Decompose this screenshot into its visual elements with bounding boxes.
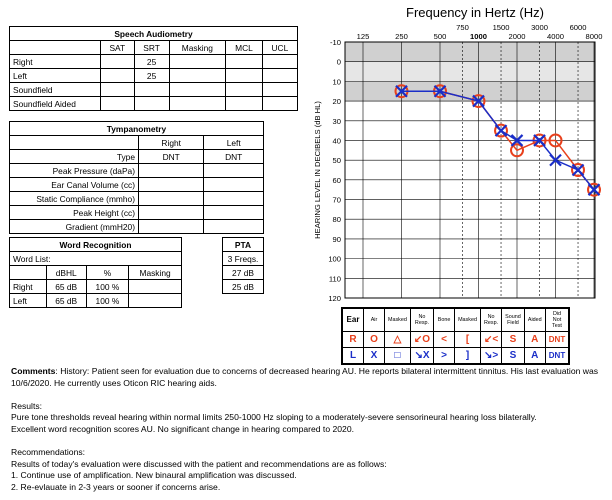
word-recognition-table	[9, 237, 182, 308]
comments-paragraph	[11, 366, 599, 389]
y-tick-label: 80	[332, 215, 341, 225]
column-header: SAT	[101, 41, 135, 55]
speech-audiometry-table	[9, 26, 298, 111]
row-label: Gradient (mmH20)	[10, 220, 139, 234]
column-header-row	[10, 41, 298, 55]
y-tick-label: 50	[332, 156, 341, 166]
table-cell: DNT	[204, 150, 264, 164]
table-cell: 65 dB	[46, 280, 86, 294]
legend-header: Ear	[342, 308, 364, 332]
table-cell	[139, 220, 204, 234]
chart-title: Frequency in Hertz (Hz)	[406, 5, 544, 20]
recommendations-line: Results of today's evaluation were discussed with the patient and recommendations are as follows:	[11, 458, 387, 469]
row-label: Ear Canal Volume (cc)	[10, 178, 139, 192]
table-cell	[262, 55, 297, 69]
pta-table	[222, 237, 264, 294]
legend-header: Bone	[434, 308, 455, 332]
pta-row	[223, 252, 264, 266]
legend-left-symbol: ]	[455, 348, 481, 365]
table-cell	[129, 294, 182, 308]
y-tick-label: 100	[328, 254, 341, 264]
pta-value: 27 dB	[223, 266, 264, 280]
column-header-row	[10, 266, 182, 280]
pta-row	[223, 280, 264, 294]
symbol-legend	[341, 307, 570, 365]
column-header: Right	[139, 136, 204, 150]
legend-right-symbol: [	[455, 332, 481, 348]
y-tick-label: 70	[332, 195, 341, 205]
table-cell: 25	[134, 55, 169, 69]
y-tick-label: 110	[328, 274, 341, 284]
comments-section	[11, 366, 599, 494]
table-cell: 65 dB	[46, 294, 86, 308]
row-label: Right	[10, 280, 47, 294]
x-tick-label: 8000	[585, 32, 603, 41]
row-label: Peak Pressure (daPa)	[10, 164, 139, 178]
x-tick-label: 1000	[470, 32, 487, 41]
table-cell	[226, 69, 263, 83]
results-line: Excellent word recognition scores AU. No significant change in hearing compared to 2020.	[11, 423, 354, 434]
x-tick-label: 500	[433, 32, 447, 41]
tympanometry-row	[10, 150, 264, 164]
recommendations-title: Recommendations:	[11, 447, 86, 458]
row-label: Peak Height (cc)	[10, 206, 139, 220]
tympanometry-row	[10, 206, 264, 220]
word-recognition-row	[10, 280, 182, 294]
legend-left-symbol: □	[385, 348, 411, 365]
legend-left-symbol: DNT	[545, 348, 569, 365]
legend-left-symbol: S	[502, 348, 525, 365]
legend-right-symbol: DNT	[545, 332, 569, 348]
table-cell	[262, 69, 297, 83]
legend-left-symbol: A	[524, 348, 545, 365]
x-tick-label: 2000	[508, 32, 526, 41]
legend-left-symbol: ↘>	[480, 348, 501, 365]
y-tick-label: 120	[328, 294, 341, 303]
legend-right-symbol: ↙<	[480, 332, 501, 348]
legend-header: Masked	[385, 308, 411, 332]
table-cell	[204, 220, 264, 234]
table-cell	[226, 83, 263, 97]
recommendations-line: 1. Continue use of amplification. New binaural amplification was discussed.	[11, 470, 297, 481]
row-label: Left	[10, 69, 101, 83]
audiogram-chart	[305, 0, 612, 305]
legend-right-symbol: <	[434, 332, 455, 348]
table-cell	[226, 55, 263, 69]
table-cell	[169, 69, 226, 83]
table-cell	[204, 178, 264, 192]
y-axis-label: HEARING LEVEL IN DECIBELS (dB HL)	[313, 101, 322, 239]
y-tick-label: 0	[336, 57, 341, 67]
legend-left-symbol: L	[342, 348, 364, 365]
speech-row	[10, 69, 298, 83]
table-cell: DNT	[139, 150, 204, 164]
y-tick-label: 30	[332, 116, 341, 126]
table-cell: 100 %	[86, 294, 129, 308]
y-tick-label: 20	[332, 97, 341, 107]
table-cell	[139, 164, 204, 178]
legend-right-symbol: △	[385, 332, 411, 348]
column-header	[10, 136, 139, 150]
x-tick-label-intermediate: 750	[456, 23, 469, 32]
column-header	[10, 41, 101, 55]
table-cell	[101, 55, 135, 69]
legend-right-symbol: O	[364, 332, 385, 348]
pta-value: 25 dB	[223, 280, 264, 294]
legend-header: Air	[364, 308, 385, 332]
column-header: SRT	[134, 41, 169, 55]
speech-row	[10, 97, 298, 111]
table-cell	[134, 97, 169, 111]
legend-left-symbol: >	[434, 348, 455, 365]
x-tick-label-intermediate: 6000	[569, 23, 587, 32]
x-tick-label: 250	[395, 32, 408, 41]
legend-right-symbol: ↙O	[410, 332, 433, 348]
legend-header: Sound Field	[502, 308, 525, 332]
tympanometry-table	[9, 121, 264, 234]
tympanometry-row	[10, 178, 264, 192]
y-tick-label: -10	[330, 38, 341, 47]
legend-left-symbol: X	[364, 348, 385, 365]
table-cell	[101, 97, 135, 111]
legend-header: Aided	[524, 308, 545, 332]
speech-audiometry-title: Speech Audiometry	[10, 27, 298, 41]
legend-row	[342, 332, 569, 348]
row-label: Left	[10, 294, 47, 308]
row-label: Static Compliance (mmho)	[10, 192, 139, 206]
column-header	[10, 266, 47, 280]
row-label: Soundfield	[10, 83, 101, 97]
comments-label: Comments	[11, 366, 56, 376]
table-cell: 25	[134, 69, 169, 83]
table-cell	[129, 280, 182, 294]
x-tick-label: 4000	[547, 32, 564, 41]
table-cell	[204, 164, 264, 178]
comments-text: : History: Patient seen for evaluation due to concerns of decreased hearing AU. He reports bilateral intermittent tinnitus. His last evaluation was 10/6/2020. He currently uses Oticon RIC hearing aids.	[11, 366, 599, 388]
table-cell	[134, 83, 169, 97]
table-cell	[262, 83, 297, 97]
legend-left-symbol: ↘X	[410, 348, 433, 365]
tympanometry-title: Tympanometry	[10, 122, 264, 136]
word-recognition-title: Word Recognition	[10, 238, 182, 252]
x-tick-label-intermediate: 1500	[492, 23, 510, 32]
legend-right-symbol: A	[524, 332, 545, 348]
tympanometry-row	[10, 164, 264, 178]
legend-right-symbol: S	[502, 332, 525, 348]
row-label: Soundfield Aided	[10, 97, 101, 111]
legend-row	[342, 308, 569, 332]
table-cell	[139, 192, 204, 206]
speech-row	[10, 83, 298, 97]
column-header-row	[10, 136, 264, 150]
tympanometry-row	[10, 192, 264, 206]
legend-header: No Resp.	[480, 308, 501, 332]
table-cell	[139, 178, 204, 192]
x-tick-label: 125	[356, 32, 370, 41]
legend-header: Masked	[455, 308, 481, 332]
recommendations-line: 2. Re-evlauate in 2-3 years or sooner if concerns arise.	[11, 481, 221, 492]
word-list-label: Word List:	[10, 252, 182, 266]
tympanometry-row	[10, 220, 264, 234]
table-cell	[169, 55, 226, 69]
table-cell	[139, 206, 204, 220]
pta-row	[223, 266, 264, 280]
legend-header: Did Not Test	[545, 308, 569, 332]
y-tick-label: 40	[332, 136, 341, 146]
normal-range-band	[345, 62, 595, 82]
results-line: Pure tone thresholds reveal hearing within normal limits 250-1000 Hz sloping to a moderately-severe sensorineural hearing loss bilaterally.	[11, 412, 537, 423]
column-header: Masking	[169, 41, 226, 55]
row-label: Right	[10, 55, 101, 69]
word-recognition-row	[10, 294, 182, 308]
speech-row	[10, 55, 298, 69]
table-cell	[169, 83, 226, 97]
results-title: Results:	[11, 400, 43, 411]
column-header: UCL	[262, 41, 297, 55]
column-header: dBHL	[46, 266, 86, 280]
pta-value: 3 Freqs.	[223, 252, 264, 266]
row-label: Type	[10, 150, 139, 164]
table-cell	[169, 97, 226, 111]
y-tick-label: 90	[332, 234, 341, 244]
table-cell: 100 %	[86, 280, 129, 294]
x-tick-label-intermediate: 3000	[531, 23, 548, 32]
y-tick-label: 60	[332, 175, 341, 185]
pta-title: PTA	[223, 238, 264, 252]
legend-right-symbol: R	[342, 332, 364, 348]
legend-header: No Resp.	[410, 308, 433, 332]
y-tick-label: 10	[332, 77, 341, 87]
table-cell	[204, 206, 264, 220]
column-header: MCL	[226, 41, 263, 55]
column-header: Left	[204, 136, 264, 150]
table-cell	[262, 97, 297, 111]
table-cell	[204, 192, 264, 206]
table-cell	[101, 83, 135, 97]
table-cell	[226, 97, 263, 111]
legend-row	[342, 348, 569, 365]
column-header: Masking	[129, 266, 182, 280]
table-cell	[101, 69, 135, 83]
column-header: %	[86, 266, 129, 280]
